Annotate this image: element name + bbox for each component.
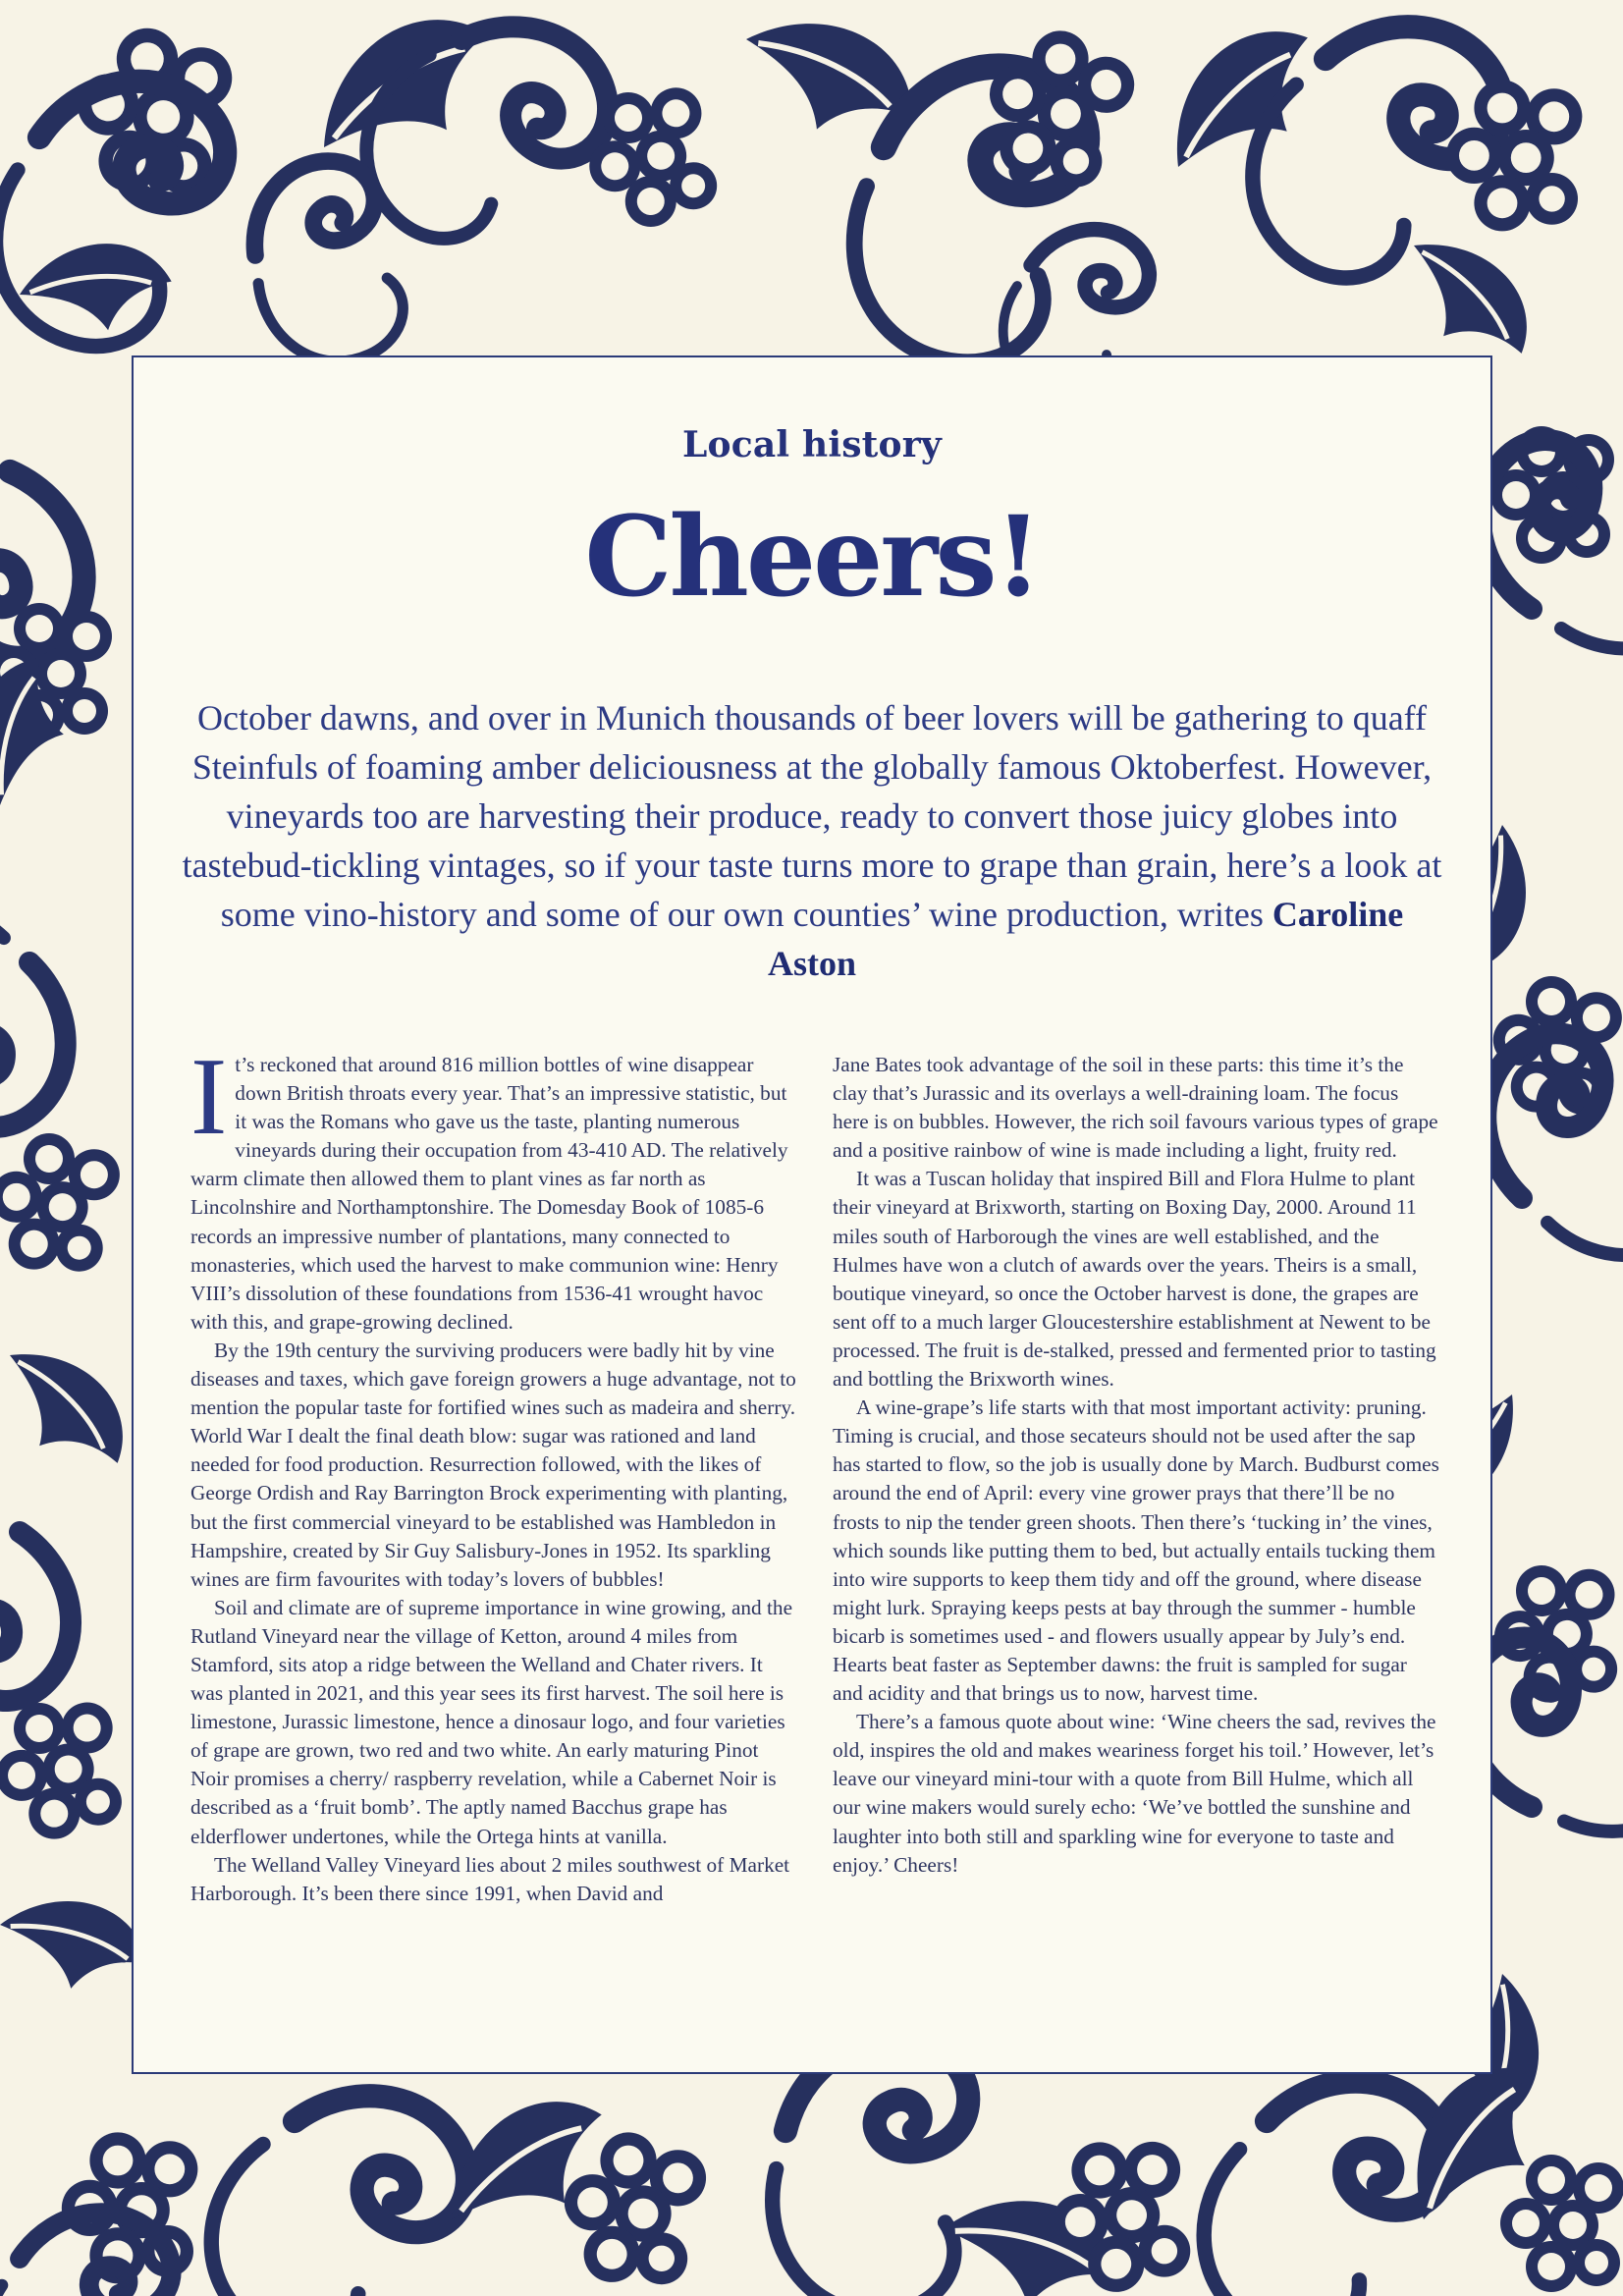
body-paragraph: By the 19th century the surviving producers were badly hit by vine diseases and taxes, which gave foreign growers a huge advantage, not to mention the popular taste for fortified wines such as madeira and sherry. World War I dealt the final death blow: sugar was rationed and land needed for food production. Resurrection followed, with the likes of George Ordish and Ray Barrington Brock experimenting with planting, but the first commercial vineyard to be established was Hambledon in Hampshire, created by Sir Guy Salisbury-Jones in 1952. Its sparkling wines are firm favourites with today’s lovers of bubbles! (190, 1338, 796, 1591)
body-paragraph: There’s a famous quote about wine: ‘Wine cheers the sad, revives the old, inspires the old and makes weariness forget his toil.’ However, let’s leave our vineyard mini-tour with a quote from Bill Hulme, which all our wine makers would surely echo: ‘We’ve bottled the sunshine and laughter into both still and sparkling wine for everyone to taste and enjoy.’ Cheers! (833, 1710, 1436, 1877)
body-paragraph (190, 1036, 797, 1337)
body-column-right (833, 1051, 1439, 1880)
body-paragraph: Jane Bates took advantage of the soil in these parts: this time it’s the clay that’s Jurassic and its overlays a well-draining loam. The focus here is on bubbles. However, the rich soil favours various types of grape and a positive rainbow of wine is made including a light, fruity red. (833, 1053, 1438, 1163)
author-byline: Caroline Aston (767, 895, 1404, 983)
body-paragraph: It was a Tuscan holiday that inspired Bill and Flora Hulme to plant their vineyard at Brixworth, starting on Boxing Day, 2000. Around 11 miles south of Harborough the vines are well established, and the Hulmes have won a clutch of awards over the years. Theirs is a small, boutique vineyard, so once the October harvest is done, the grapes are sent off to a much larger Gloucestershire establishment at Newent to be processed. The fruit is de-stalked, pressed and fermented prior to tasting and bottling the Brixworth wines. (833, 1167, 1436, 1392)
body-paragraph: The Welland Valley Vineyard lies about 2 miles southwest of Market Harborough. It’s been there since 1991, when David and (190, 1852, 790, 1905)
body-column-left (190, 1036, 797, 1908)
paragraph-text: t’s reckoned that around 816 million bottles of wine disappear down British throats every year. That’s an impressive statistic, but it was the Romans who gave us the taste, planting numerous vineyards during their occupation from 43-410 AD. The relatively warm climate then allowed them to plant vines as far north as Lincolnshire and Northamptonshire. The Domesday Book of 1085-6 records an impressive number of plantations, many connected to monasteries, which used the harvest to make communion wine: Henry VIII’s dissolution of these foundations from 1536-41 wrought havoc with this, and grape-growing declined. (190, 1053, 788, 1334)
article-panel (132, 355, 1492, 2074)
section-label: Local history (681, 424, 943, 465)
body-paragraph: A wine-grape’s life starts with that most important activity: pruning. Timing is crucial, and those secateurs should not be used after the sap has started to flow, so the job is usually done by March. Budburst comes around the end of April: every vine grower prays that there’ll be no frosts to nip the tender green shoots. Then there’s ‘tucking in’ the vines, which sounds like putting them to bed, but actually entails tucking them into wire supports to keep them tidy and off the ground, where disease might lurk. Spraying keeps pests at bay through the summer - humble bicarb is sometimes used - and flowers usually appear by July’s end. Hearts beat faster as September dawns: the fruit is sampled for sugar and acidity and that brings us to now, harvest time. (833, 1395, 1439, 1706)
article-title: Cheers! (584, 493, 1040, 622)
drop-cap: I (190, 1036, 228, 1158)
body-paragraph: Soil and climate are of supreme importance in wine growing, and the Rutland Vineyard near the village of Ketton, around 4 miles from Stamford, sits atop a ridge between the Welland and Chater rivers. It was planted in 2021, and this year sees its first harvest. The soil here is limestone, Jurassic limestone, hence a dinosaur logo, and four varieties of grape are grown, two red and two white. An early maturing Pinot Noir promises a cherry/ raspberry revelation, while a Cabernet Noir is described as a ‘fruit bomb’. The aptly named Bacchus grape has elderflower undertones, while the Ortega hints at vanilla. (190, 1595, 793, 1848)
standfirst-text: October dawns, and over in Munich thousands of beer lovers will be gathering to quaff Steinfuls of foaming amber deliciousness at the globally famous Oktoberfest. However, vineyards too are harvesting their produce, ready to convert those juicy globes into tastebud-tickling vintages, so if your taste turns more to grape than grain, here’s a look at some vino-history and some of our own counties’ wine production, writes (182, 698, 1442, 934)
standfirst (177, 693, 1447, 988)
